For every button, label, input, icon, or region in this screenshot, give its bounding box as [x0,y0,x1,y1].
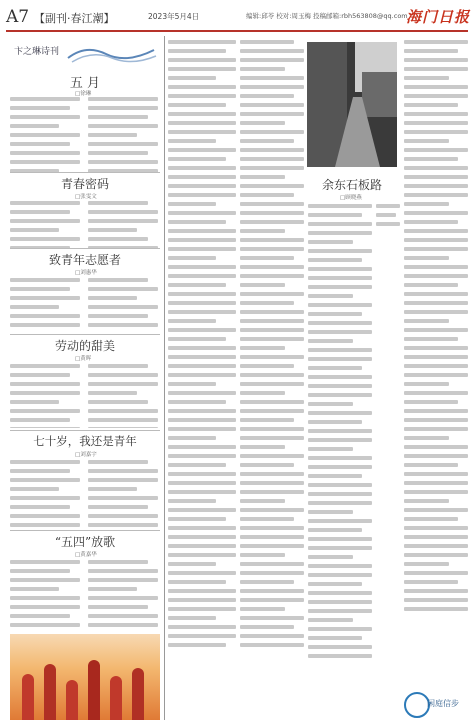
dancer-figure [66,680,78,720]
article-column [168,40,236,720]
poem-title: 七十岁，我还是青年 [33,434,137,448]
newspaper-logo: 海门日报 [406,8,471,26]
poem-title: 青春密码 [60,177,109,191]
poem-body [10,364,80,428]
dancer-figure [22,674,34,720]
poem-author: □徐琳 [75,91,92,97]
dancer-figure [44,664,56,720]
page-number: A7 [6,7,30,27]
divider [10,430,160,431]
column-tag: 卞之琳诗刊 [14,47,60,57]
poem-author: □黄晖 [75,356,92,362]
divider [10,172,160,173]
poem-title: “五四”放歌 [54,535,116,549]
poem-body [10,560,80,632]
column-divider [164,36,165,720]
article-column [376,204,400,720]
poem-title: 劳动的甜美 [54,339,115,353]
poem-body [10,460,80,528]
poem-author: □张雯文 [75,194,97,200]
article-column [308,204,372,720]
street-photo [307,42,397,167]
poem-title: 致青年志愿者 [48,253,121,267]
feature-title: 余东石板路 [321,178,382,192]
poem-body [10,97,80,173]
divider [10,530,160,531]
youth-illustration [10,634,160,720]
wave-icon [66,42,158,64]
poem-body [88,560,158,632]
editor-credits: 编辑:邱苓 校对:周玉梅 投稿邮箱:rbh563808@qq.com [246,12,408,20]
poem-body [10,201,80,249]
article-column [240,40,304,720]
feature-author: □顾晓燕 [340,195,362,201]
poem-author: □刘惠华 [75,270,97,276]
poem-author: □黄嘉华 [75,552,97,558]
dancer-figure [110,676,122,720]
poem-body [88,364,158,428]
poem-body [88,201,158,249]
dancer-figure [88,660,100,720]
poem-body [88,460,158,528]
divider [10,248,160,249]
poem-author: □刘嘉宇 [75,452,97,458]
header-rule [6,30,468,32]
poem-title: 五 月 [69,76,101,91]
poem-body [10,278,80,332]
poem-body [88,278,158,332]
issue-date: 2023年5月4日 [148,12,200,21]
dancer-figure [132,668,144,720]
poem-body [88,97,158,173]
column-banner [10,38,160,66]
section-name: 【副刊·春江潮】 [34,12,115,25]
article-column [404,40,468,688]
divider [10,334,160,335]
column-label: 闲庭信步 [427,699,459,708]
